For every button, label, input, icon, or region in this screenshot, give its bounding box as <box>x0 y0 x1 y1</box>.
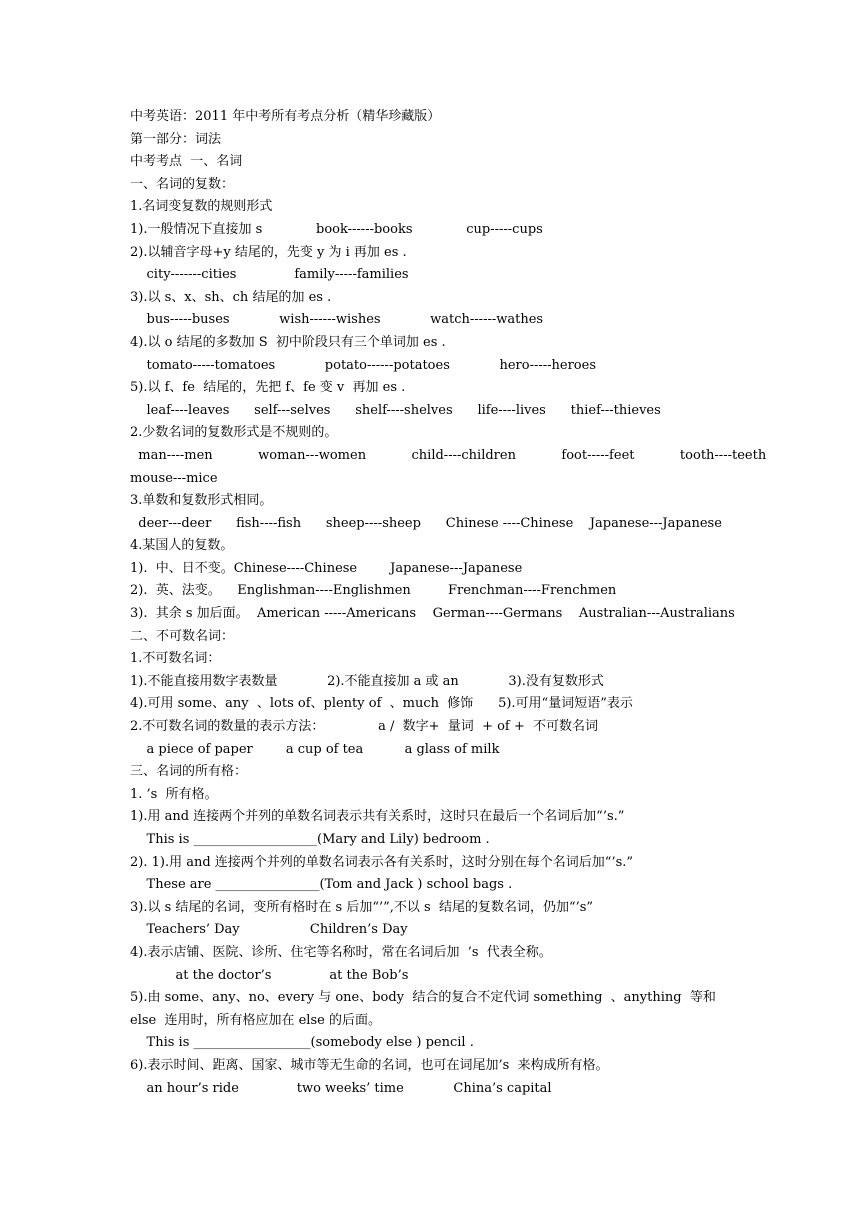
example-line: mouse---mice <box>130 470 218 486</box>
example-line: bus-----buses wish------wishes watch------wathes <box>130 312 544 328</box>
example-line: an hour’s ride two weeks’ time China’s capital <box>130 1080 552 1096</box>
example-line: man----men woman---women child----children foot-----feet tooth----teeth <box>130 447 767 463</box>
example-line: leaf----leaves self---selves shelf----shelves life----lives thief---thieves <box>130 402 661 418</box>
section-heading: 二、不可数名词： <box>130 628 235 644</box>
example-line: This is ___________________(Mary and Lily) bedroom . <box>130 832 490 847</box>
text-line: 2.少数名词的复数形式是不规则的。 <box>130 425 338 441</box>
text-line: 3).以 s、x、sh、ch 结尾的加 es . <box>130 289 332 305</box>
text-line: else 连用时，所有格应加在 else 的后面。 <box>130 1012 381 1028</box>
text-line: 4.某国人的复数。 <box>130 538 234 554</box>
example-line: a piece of paper a cup of tea a glass of milk <box>130 741 500 757</box>
text-line: 2).以辅音字母+y 结尾的，先变 y 为 i 再加 es . <box>130 244 407 260</box>
section-heading: 三、名词的所有格： <box>130 764 248 780</box>
text-line: 4).可用 some、any 、lots of、plenty of 、much 修饰 5).可用“量词短语”表示 <box>130 696 633 712</box>
text-line: 3).以 s 结尾的名词，变所有格时在 s 后加“’”,不以 s 结尾的复数名词，仍加“’s” <box>130 899 594 915</box>
example-line: at the doctor’s at the Bob’s <box>130 967 409 983</box>
text-line: 1).一般情况下直接加 s book------books cup-----cups <box>130 221 543 237</box>
text-line: 5).以 f、fe 结尾的，先把 f、fe 变 v 再加 es . <box>130 380 406 396</box>
example-line: deer---deer fish----fish sheep----sheep Chinese ----Chinese Japanese---Japanese <box>130 515 722 531</box>
text-line: 1.不可数名词： <box>130 651 221 667</box>
example-line: Teachers’ Day Children’s Day <box>130 922 408 938</box>
text-line: 6).表示时间、距离、国家、城市等无生命的名词，也可在词尾加’s 来构成所有格。 <box>130 1057 609 1073</box>
example-line: This is __________________(somebody else ) pencil . <box>130 1035 474 1051</box>
topic-heading: 中考考点 一、名词 <box>130 154 243 170</box>
example-line: tomato-----tomatoes potato------potatoes hero-----heroes <box>130 357 597 373</box>
text-line: 2.不可数名词的数量的表示方法： a / 数字+ 量词 + of + 不可数名词 <box>130 719 599 735</box>
text-line: 1. ’s 所有格。 <box>130 786 218 802</box>
text-line: 1).用 and 连接两个并列的单数名词表示共有关系时，这时只在最后一个名词后加“’s.” <box>130 809 625 825</box>
section-heading: 一、名词的复数： <box>130 176 235 192</box>
text-line: 5).由 some、any、no、every 与 one、body 结合的复合不定代词 something 、anything 等和 <box>130 990 716 1006</box>
text-line: 3). 其余 s 加后面。 American -----Americans German----Germans Australian---Australians <box>130 606 735 622</box>
text-line: 2). 英、法变。 Englishman----Englishmen Frenchman----Frenchmen <box>130 583 617 599</box>
text-line: 3.单数和复数形式相同。 <box>130 493 273 509</box>
text-line: 1).不能直接用数字表数量 2).不能直接加 a 或 an 3).没有复数形式 <box>130 673 604 689</box>
text-line: 2). 1).用 and 连接两个并列的单数名词表示各有关系时，这时分别在每个名词后加“’s.” <box>130 854 634 870</box>
document-body <box>130 106 767 1100</box>
doc-title: 中考英语：2011 年中考所有考点分析（精华珍藏版） <box>130 109 441 124</box>
example-line: city-------cities family-----families <box>130 267 409 283</box>
text-line: 4).表示店铺、医院、诊所、住宅等名称时，常在名词后加 ’s 代表全称。 <box>130 944 552 960</box>
part-heading: 第一部分：词法 <box>130 131 222 147</box>
text-line: 4).以 o 结尾的多数加 S 初中阶段只有三个单词加 es . <box>130 334 446 350</box>
example-line: These are ________________(Tom and Jack ) school bags . <box>130 877 513 893</box>
text-line: 1). 中、日不变。Chinese----Chinese Japanese---Japanese <box>130 560 523 576</box>
text-line: 1.名词变复数的规则形式 <box>130 199 273 215</box>
